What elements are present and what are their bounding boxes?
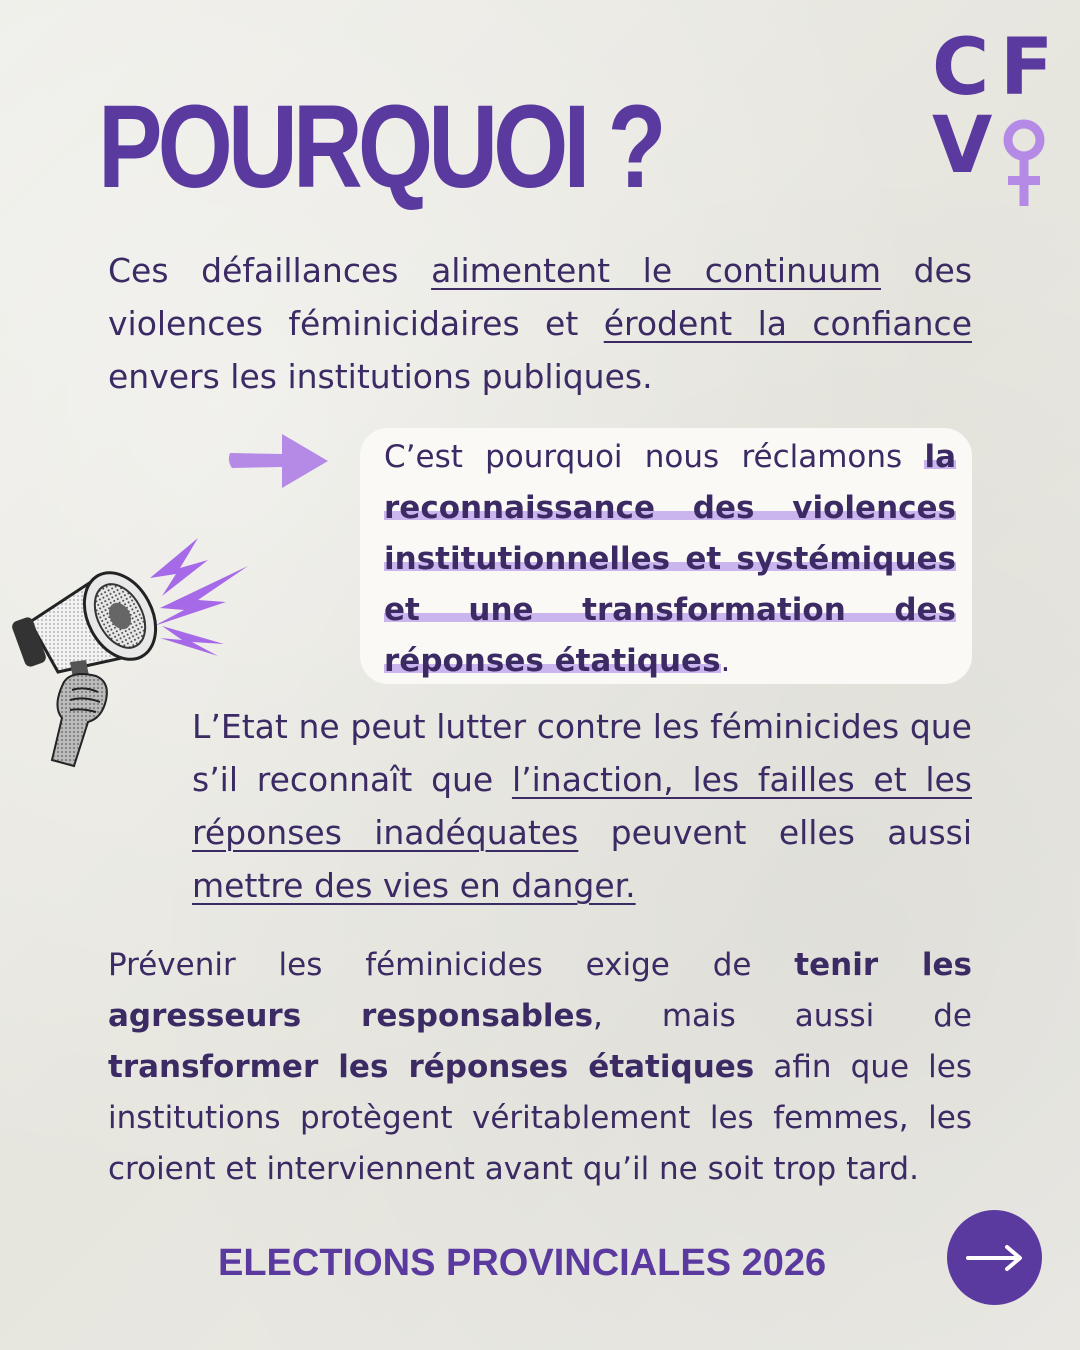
text-segment: . xyxy=(720,643,731,679)
venus-symbol-icon xyxy=(1002,118,1046,210)
text-segment: , mais aussi de xyxy=(593,998,972,1034)
text-segment: afin que les institutions protègent véritablement les femmes, les croient et interviennent avant qu’il ne soit trop tard. xyxy=(108,1049,972,1187)
bold-phrase: tenir les agresseurs responsables xyxy=(108,947,972,1034)
bold-phrase: transformer les réponses étatiques xyxy=(108,1049,755,1085)
underlined-phrase: érodent la confiance xyxy=(603,304,972,343)
next-slide-button[interactable] xyxy=(947,1210,1042,1305)
logo-letter-v: V xyxy=(932,101,993,191)
prevention-paragraph xyxy=(108,940,972,1195)
underlined-phrase: l’inaction, les failles et les réponses inadéquates xyxy=(192,760,972,852)
text-segment: des violences féminicidaires et xyxy=(108,251,973,343)
footer-label: ELECTIONS PROVINCIALES 2026 xyxy=(218,1242,827,1284)
intro-paragraph xyxy=(108,244,972,403)
text-segment: Prévenir les féminicides exige de xyxy=(108,947,795,983)
text-segment: C’est pourquoi nous réclamons xyxy=(384,439,925,475)
underlined-phrase: mettre des vies en danger. xyxy=(192,866,636,905)
arrow-right-icon xyxy=(965,1243,1025,1273)
state-paragraph xyxy=(192,700,972,912)
text-segment: peuvent elles aussi xyxy=(578,813,973,852)
highlighted-demand: la reconnaissance des violences institutionnelles et systémiques et une transformation des réponses étatiques xyxy=(384,439,956,679)
logo-letter-c: C xyxy=(932,23,990,113)
cfv-logo xyxy=(928,23,1058,191)
underlined-phrase: alimentent le continuum xyxy=(431,251,881,290)
text-segment: L’Etat ne peut lutter contre les féminicides que s’il reconnaît que xyxy=(192,707,972,799)
text-segment: envers les institutions publiques. xyxy=(108,357,653,396)
demand-paragraph xyxy=(384,432,956,687)
arrow-right-icon xyxy=(222,430,332,492)
logo-letter-f: F xyxy=(1000,23,1054,113)
page-title: POURQUOI ? xyxy=(98,81,662,213)
demand-callout-box xyxy=(360,428,972,684)
text-segment: Ces défaillances xyxy=(108,251,432,290)
